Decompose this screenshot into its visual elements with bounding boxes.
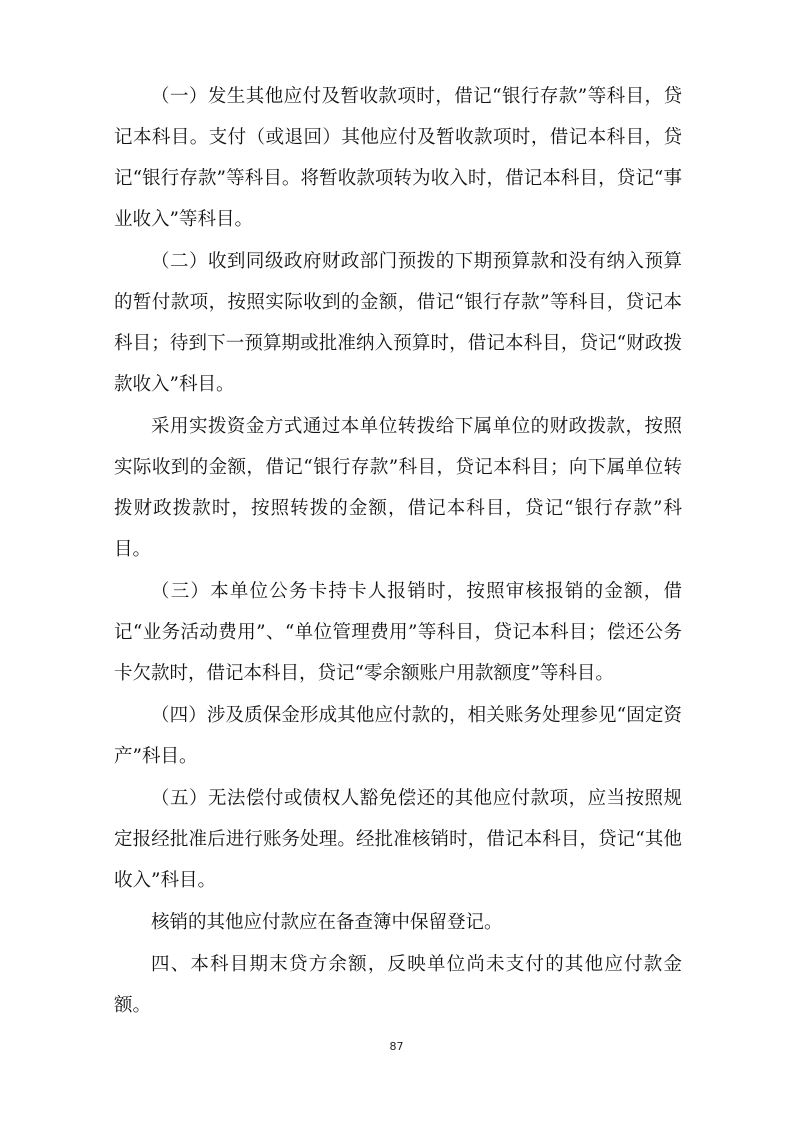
paragraph-7: 核销的其他应付款应在备查簿中保留登记。: [151, 912, 503, 933]
paragraph-4: （三）本单位公务卡持卡人报销时，按照审核报销的金额，借记“业务活动费用”、“单位管理费用”等科目，贷记本科目；偿还公务卡欠款时，借记本科目，贷记“零余额账户用款额度”等科目。: [114, 581, 682, 684]
paragraph-8: 四、本科目期末贷方余额，反映单位尚未支付的其他应付款金额。: [114, 954, 682, 1016]
paragraph-6: （五）无法偿付或债权人豁免偿还的其他应付款项，应当按照规定报经批准后进行账务处理。经批准核销时，借记本科目，贷记“其他收入”科目。: [114, 788, 682, 891]
paragraph-5: （四）涉及质保金形成其他应付款的，相关账务处理参见“固定资产”科目。: [114, 705, 682, 767]
paragraph-3: 采用实拨资金方式通过本单位转拨给下属单位的财政拨款，按照实际收到的金额，借记“银行存款”科目，贷记本科目；向下属单位转拨财政拨款时，按照转拨的金额，借记本科目，贷记“银行存款”科目。: [114, 416, 682, 560]
paragraph-1: （一）发生其他应付及暂收款项时，借记“银行存款”等科目，贷记本科目。支付（或退回）其他应付及暂收款项时，借记本科目，贷记“银行存款”等科目。将暂收款项转为收入时，借记本科目，贷记“事业收入”等科目。: [114, 86, 682, 230]
page-number: 87: [389, 1040, 404, 1053]
paragraph-2: （二）收到同级政府财政部门预拨的下期预算款和没有纳入预算的暂付款项，按照实际收到的金额，借记“银行存款”等科目，贷记本科目；待到下一预算期或批准纳入预算时，借记本科目，贷记“财政拨款收入”科目。: [114, 251, 682, 395]
